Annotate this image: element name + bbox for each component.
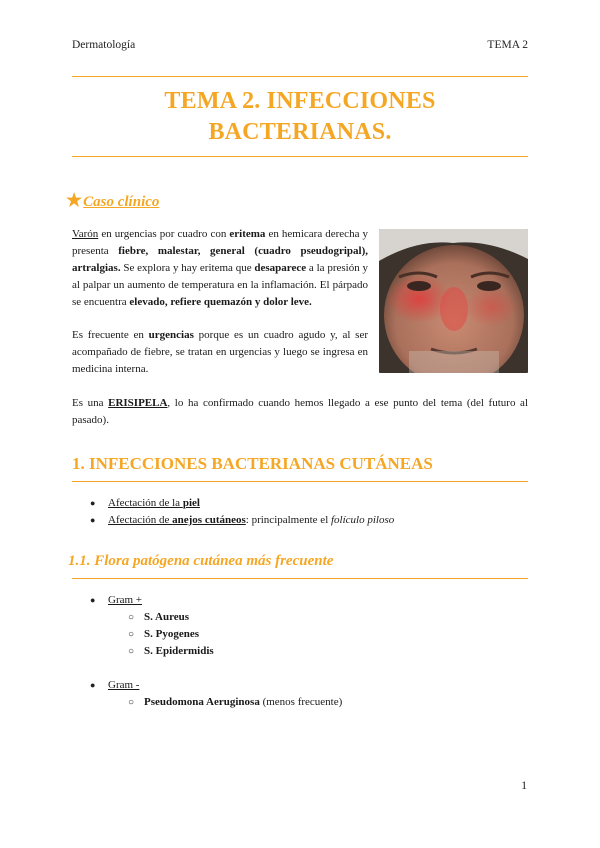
- p3-b: ERISIPELA: [108, 397, 168, 409]
- p1-c: eritema: [229, 228, 266, 240]
- sub-bullet-circle-icon: ○: [128, 646, 135, 657]
- section-1-heading: 1. INFECCIONES BACTERIANAS CUTÁNEAS: [72, 454, 433, 473]
- p1-d: en hemicara derecha y presenta: [72, 228, 368, 257]
- title-rule-top: [72, 76, 528, 77]
- bullet2-b: anejos cutáneos: [172, 514, 246, 526]
- sub-bullet-pseudomona: [128, 696, 342, 708]
- case-paragraph-3: [72, 395, 528, 429]
- gram-pos-item-1: S. Aureus: [144, 611, 190, 623]
- bullet1-a: Afectación de la: [108, 497, 183, 509]
- p2-a: Es frecuente en: [72, 329, 149, 341]
- patient-face-illustration: [379, 229, 528, 373]
- case-paragraph-2: [72, 327, 368, 378]
- case-paragraph-1: [72, 226, 368, 311]
- bullet1-b: piel: [182, 497, 200, 509]
- section-1-rule: [72, 481, 528, 482]
- bullet-dot-icon: ●: [90, 595, 96, 605]
- sub-bullet-circle-icon: ○: [128, 697, 135, 708]
- title-line-2: BACTERIANAS.: [208, 119, 392, 145]
- star-icon: ★: [66, 190, 83, 210]
- p1-i: elevado, refiere quemazón y dolor leve.: [129, 296, 312, 308]
- p3-a: Es una: [72, 397, 109, 409]
- section-1-1-heading: 1.1. Flora patógena cutánea más frecuente: [68, 553, 334, 569]
- bullet-dot-icon: ●: [90, 498, 96, 508]
- header-right: TEMA 2: [487, 39, 528, 51]
- bullet-piel: [90, 497, 200, 509]
- sub-bullet-epidermidis: [128, 645, 214, 657]
- bullet2-d: folículo piloso: [331, 514, 395, 526]
- title-line-1: TEMA 2. INFECCIONES: [164, 88, 436, 114]
- header-left: Dermatología: [72, 39, 136, 51]
- bullet2-a: Afectación de: [108, 514, 173, 526]
- section-1-1-rule: [72, 578, 528, 579]
- p1-g: desaparece: [254, 262, 307, 274]
- p3-c: , lo ha confirmado cuando hemos llegado a ese punto del tema (del futuro al pasado).: [72, 397, 528, 426]
- page-title: [72, 86, 528, 148]
- p1-f: Se explora y hay eritema que: [120, 262, 255, 274]
- p1-h: a la presión y al palpar un aumento de temperatura en la inflamación. El párpado se encuentra: [72, 262, 368, 308]
- bullet-gram-pos: [90, 594, 142, 606]
- sub-bullet-pyogenes: [128, 628, 199, 640]
- sub-bullet-circle-icon: ○: [128, 629, 135, 640]
- p2-b: urgencias: [148, 329, 194, 341]
- sub-bullet-circle-icon: ○: [128, 612, 135, 623]
- caso-clinico-label: Caso clínico: [83, 194, 160, 210]
- bullet-anejos: [90, 514, 394, 526]
- bullet-dot-icon: ●: [90, 680, 96, 690]
- gram-pos-label: Gram +: [108, 594, 142, 606]
- gram-pos-item-3: S. Epidermidis: [144, 645, 214, 657]
- bullet-gram-neg: [90, 679, 139, 691]
- gram-neg-item-name: Pseudomona Aeruginosa: [144, 696, 260, 708]
- sub-bullet-aureus: [128, 611, 189, 623]
- title-rule-bottom: [72, 156, 528, 157]
- gram-neg-item-note: (menos frecuente): [259, 696, 343, 708]
- bullet2-c: : principalmente el: [245, 514, 331, 526]
- gram-pos-item-2: S. Pyogenes: [144, 628, 199, 640]
- caso-clinico-heading: [66, 190, 159, 211]
- gram-neg-label: Gram -: [108, 679, 140, 691]
- bullet-dot-icon: ●: [90, 515, 96, 525]
- p1-a: Varón: [72, 228, 99, 240]
- page-number: 1: [521, 780, 527, 792]
- p1-b: en urgencias por cuadro con: [98, 228, 230, 240]
- p2-c: porque es un cuadro agudo y, al ser acompañado de fiebre, se tratan en urgencias y luego se ingresa en medicina interna.: [72, 329, 368, 375]
- p1-e: fiebre, malestar, general (cuadro pseudogripal), artralgias.: [72, 245, 368, 274]
- patient-photo: [379, 229, 528, 373]
